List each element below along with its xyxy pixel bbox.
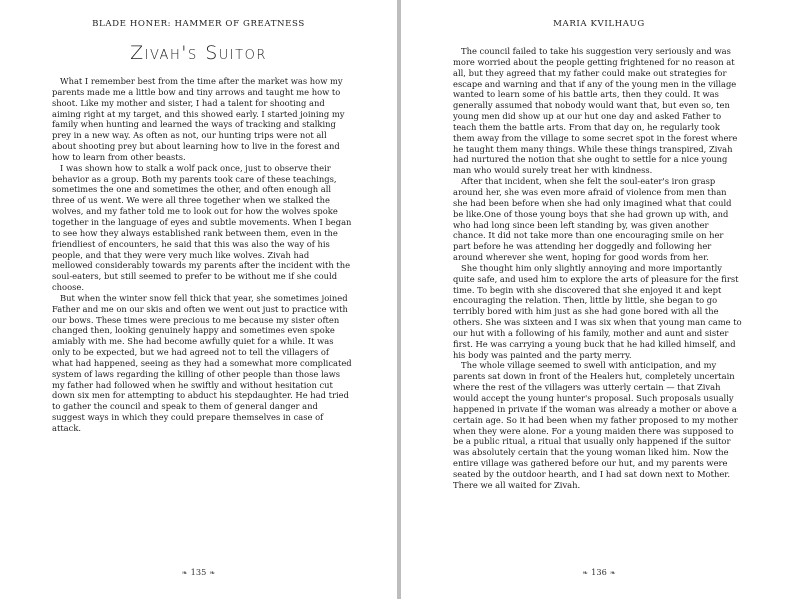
right-body-text [453,46,743,491]
right-page [401,0,797,599]
paragraph: The whole village seemed to swell with anticipation, and my parents sat down in front of the Healers hut, completely uncertain where the rest of the villagers was utterly certain — that Zivah would accept the young hunter's proposal. Such proposals usually happened in private if the woman was already a mother or above a certain age. So it had been when my father proposed to my mother when they were alone. For a young maiden there was supposed to be a public ritual, a ritual that usually only happened if the suitor was absolutely certain that the young woman liked him. Now the entire village was gathered before our hut, and my parents were seated by the outdoor hearth, and I had sat down next to Mother. There we all waited for Zivah. [453,360,738,490]
paragraph: But when the winter snow fell thick that year, she sometimes joined Father and me on our skis and often we went out just to practice with our bows. These times were precious to me because my sister often changed then, looking genuinely happy and sometimes even spoke amiably with me. She had become awfully quiet for a while. It was only to be expected, but we had agreed not to tell the villagers of what had happened, seeing as they had a somewhat more complicated system of laws regarding the killing of other people than those laws my father had followed when he swiftly and without hesitation cut down six men for attempting to abduct his stepdaughter. He had tried to gather the council and speak to them of general danger and suggest ways in which they could prepare themselves in case of attack. [52,292,352,433]
page-footer-left [0,567,397,577]
page-number: 135 [190,567,207,577]
paragraph: The council failed to take his suggestion very seriously and was more worried about the people getting frightened for no reason at all, but they agreed that my father could make out strategies for escape and warning and that if any of the young men in the village wanted to learn some of his battle arts, then they could. It was generally assumed that nobody would want that, but even so, ten young men did show up at our hut one day and asked Father to teach them the battle arts. From that day on, he regularly took them away from the village to some secret spot in the forest where he taught them many things. While these things transpired, Zivah had nurtured the notion that she ought to settle for a nice young man who would surely treat her with kindness. [453,46,738,176]
left-body-text [52,76,352,434]
paragraph: After that incident, when she felt the soul-eater's iron grasp around her, she was even more afraid of violence from men than she had been before when she had only imagined what that could be like.One of those young boys that she had grown up with, and who had long since been left standing by, was given another chance. It did not take more than one encouraging smile on her part before he was attending her doggedly and following her around wherever she went, hoping for good words from her. [453,176,732,263]
fleuron-icon: ❧ [209,569,216,577]
page-number: 136 [591,567,607,577]
paragraph: What I remember best from the time after the market was how my parents made me a little bow and tiny arrows and taught me how to shoot. Like my mother and sister, I had a talent for shooting and aiming right at my target, and this showed early. I started joining my family when hunting and learned the ways of tracking and stalking prey in a new way. As often as not, our hunting trips were not all about shooting prey but about learning how to live in the forest and how to learn from other beasts. [52,76,345,162]
fleuron-icon: ❧ [609,569,616,577]
fleuron-icon: ❧ [582,569,589,577]
paragraph: She thought him only slightly annoying and more importantly quite safe, and used him to explore the arts of pleasure for the first time. To begin with she discovered that she enjoyed it and kept encouraging the relation. Then, little by little, she began to go terribly bored with him just as she had gone bored with all the others. She was sixteen and I was six when that young man came to our hut with a following of his family, mother and aunt and sister first. He was carrying a young buck that he had killed himself, and his body was painted and the party merry. [453,262,742,360]
page-footer-right [401,567,797,577]
fleuron-icon: ❧ [181,569,188,577]
paragraph: I was shown how to stalk a wolf pack once, just to observe their behavior as a group. Both my parents took care of these teachings, sometimes the one and sometimes the other, and often enough all three of us went. We were all three together when we stalked the wolves, and my father told me to look out for how the wolves spoke together in the language of eyes and subtle movements. When I began to see how they always established rank between them, even in the friendliest of encounters, he said that this was also the way of his people, and that they were very much like wolves. Zivah had mellowed considerably towards my parents after the incident with the soul-eaters, but still seemed to prefer to be without me if she could choose. [52,162,352,293]
running-header-left: BLADE HONER: HAMMER OF GREATNESS [92,19,305,29]
left-page [0,0,397,599]
chapter-title: Zivah's Suitor [130,42,267,64]
running-header-right: MARIA KVILHAUG [553,19,645,29]
